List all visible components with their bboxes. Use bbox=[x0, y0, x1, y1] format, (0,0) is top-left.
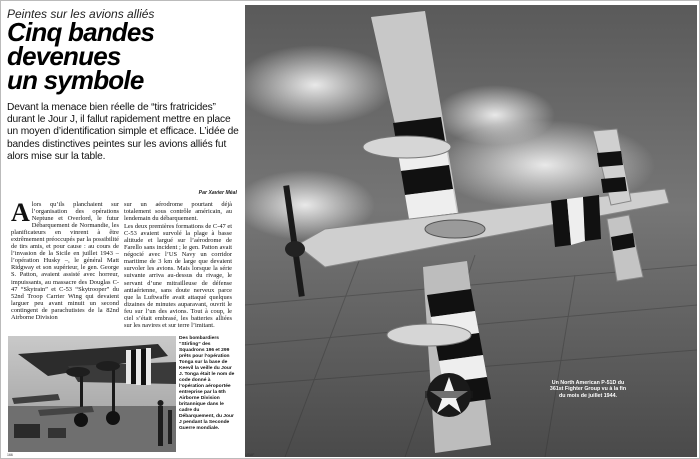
photo-caption: Des bombardiers “Stirling” des Squadrons 196 et 299 prêts pour l’opération Tonga sur la base de Keevil la veille du Jour J. Tonga était le nom de code donné à l’opération aéroportée entreprise par la 6th Airborne Division britannique dans le cadre du Débarquement, du Jour J pendant la Seconde Guerre mondiale. bbox=[179, 336, 235, 431]
kicker: Peintes sur les avions alliés bbox=[7, 7, 155, 21]
article-column-2 bbox=[124, 201, 232, 330]
headline-line-3: un symbole bbox=[7, 65, 144, 95]
page-number: 166 bbox=[7, 453, 13, 457]
headline-line-2: devenues bbox=[7, 41, 121, 71]
column-1-text: lors qu’ils planchaient sur l’organisation des opérations Neptune et Overlord, le futur Débarquement de Normandie, les planificateurs en vinrent à être extrêmement préoccupés par la possibilité de tirs amis, et pour cause : au cours de l’invasion de la Sicile en juillet 1943 – l’opération Husky –, le général Matt Ridgway et son supérieur, le gen. George S. Patton, avaient assisté avec horreur, impuissants, au massacre des Douglas C-47 “Skytrain” et C-53 “Skytrooper” du 52nd Troop Carrier Wing qui devaient larguer peu avant minuit un second contingent de parachutistes de la 82nd Airborne Division bbox=[11, 201, 119, 321]
headline-line-1: Cinq bandes bbox=[7, 17, 155, 47]
aircraft-caption: Un North American P-51D du 361st Fighter Group vu à la fin du mois de juillet 1944. bbox=[549, 380, 627, 399]
standfirst: Devant la menace bien réelle de “tirs fratricides” durant le Jour J, il fallut rapidement mettre en place un moyen d’identification simple et efficace. L’idée de bandes distinctives peintes sur les avions alliés fut alors mise sur la table. bbox=[7, 102, 239, 162]
bombers-airfield-image bbox=[8, 336, 176, 452]
column-2-paragraph: sur un aérodrome pourtant déjà totalement sous contrôle américain, au lendemain du débarquement. bbox=[124, 201, 232, 223]
stirling-bombers-photo bbox=[8, 336, 176, 452]
article-column-1 bbox=[11, 198, 119, 321]
column-2-paragraph: Les deux premières formations de C-47 et C-53 avaient survolé la plage à basse altitude et largué sur l’aérodrome de Farello sans incident ; le gen. Patton avait négocié avec l’US Navy un corridor maritime de 3 km de large que devaient survoler les avions. Mais lorsque la série suivante arriva au-dessus du rivage, le servant d’une mitrailleuse de défense antiaérienne, sans doute nerveux parce que la Luftwaffe avait attaqué quelques dizaines de minutes auparavant, ouvrit le feu sur l’un des avions. Tout à coup, le ciel s’était embrasé, les batteries alliées sur les navires et sur terre l’imitant. bbox=[124, 223, 232, 329]
p51-aircraft-image bbox=[245, 5, 697, 457]
article-body bbox=[11, 198, 233, 337]
headline bbox=[7, 17, 239, 95]
byline: Par Xavier Méal bbox=[198, 190, 237, 196]
p51-mustang-photo bbox=[245, 5, 697, 457]
drop-cap: A bbox=[11, 198, 30, 227]
photo-credit: USAF bbox=[245, 453, 255, 457]
